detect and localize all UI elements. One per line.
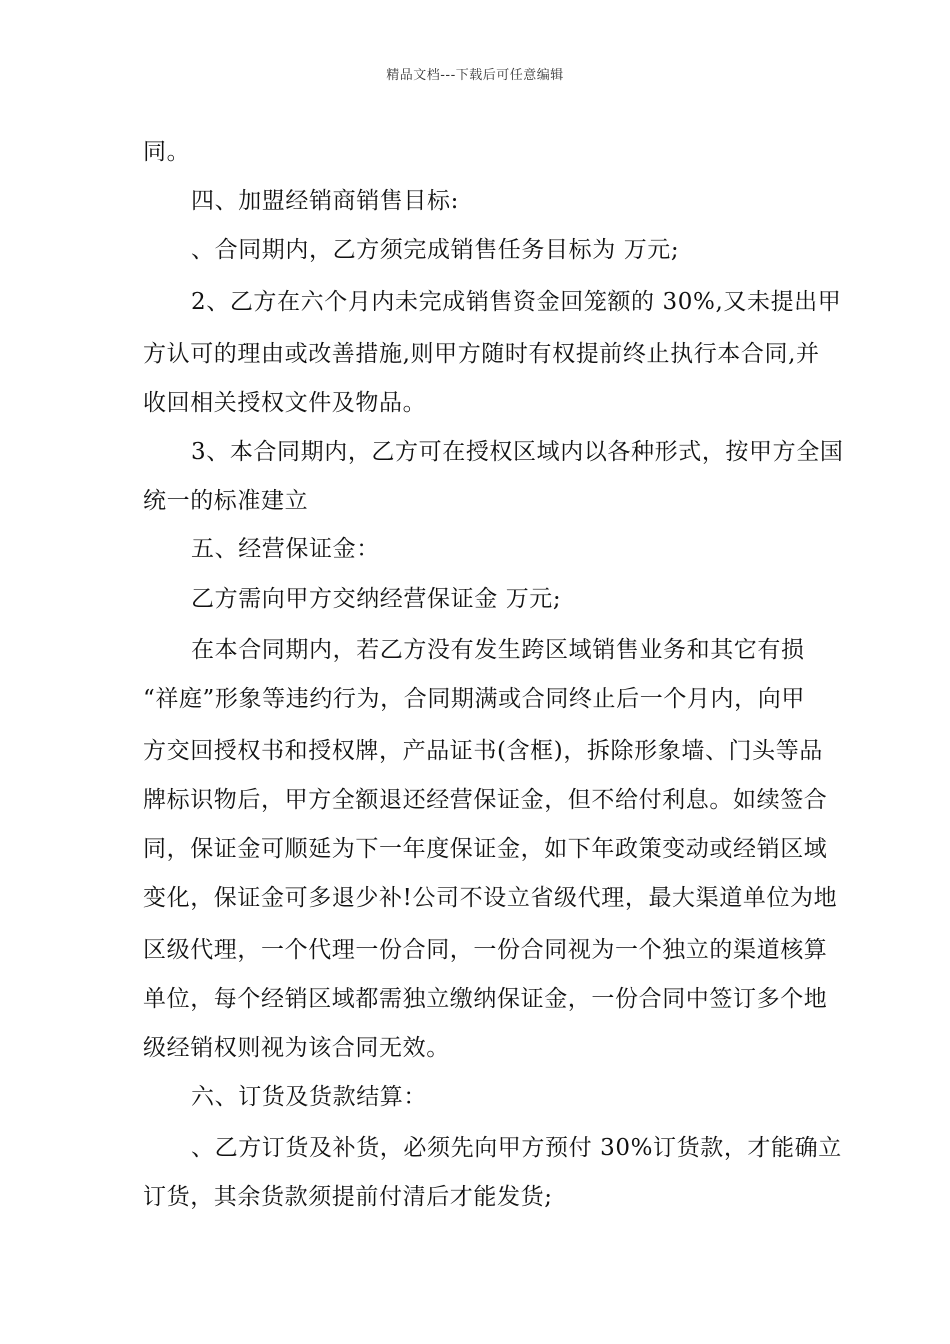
section-heading: 六、订货及货款结算：	[191, 1084, 427, 1110]
body-line: 订货，其余货款须提前付清后才能发货;	[143, 1184, 553, 1210]
body-line: 同，保证金可顺延为下一年度保证金，如下年政策变动或经销区域	[143, 836, 828, 862]
body-line: 方交回授权书和授权牌，产品证书(含框)，拆除形象墙、门头等品	[143, 738, 823, 764]
body-line: “祥庭”形象等违约行为，合同期满或合同终止后一个月内，向甲	[143, 686, 805, 712]
body-line: 级经销权则视为该合同无效。	[143, 1035, 450, 1061]
page-header: 精品文档---下载后可任意编辑	[386, 68, 564, 83]
body-line: 3、本合同期内，乙方可在授权区域内以各种形式，按甲方全国	[191, 439, 844, 465]
body-line: 、合同期内，乙方须完成销售任务目标为 万元;	[191, 237, 680, 263]
body-line: 单位，每个经销区域都需独立缴纳保证金，一份合同中签订多个地	[143, 986, 828, 1012]
body-line: 收回相关授权文件及物品。	[143, 390, 427, 416]
section-heading: 四、加盟经销商销售目标:	[191, 188, 459, 214]
body-line: 同。	[143, 139, 191, 165]
body-line: 、乙方订货及补货，必须先向甲方预付 30%订货款，才能确立	[191, 1135, 842, 1161]
body-line: 2、乙方在六个月内未完成销售资金回笼额的 30%,又未提出甲	[191, 289, 842, 315]
body-line: 乙方需向甲方交纳经营保证金 万元;	[191, 586, 562, 612]
body-line: 统一的标准建立	[143, 488, 309, 514]
body-line: 方认可的理由或改善措施,则甲方随时有权提前终止执行本合同,并	[143, 341, 820, 367]
body-line: 牌标识物后，甲方全额退还经营保证金，但不给付利息。如续签合	[143, 787, 828, 813]
body-line: 区级代理，一个代理一份合同，一份合同视为一个独立的渠道核算	[143, 937, 828, 963]
body-line: 在本合同期内，若乙方没有发生跨区域销售业务和其它有损	[191, 637, 805, 663]
body-line: 变化，保证金可多退少补!公司不设立省级代理，最大渠道单位为地	[143, 885, 838, 911]
section-heading: 五、经营保证金：	[191, 536, 380, 562]
